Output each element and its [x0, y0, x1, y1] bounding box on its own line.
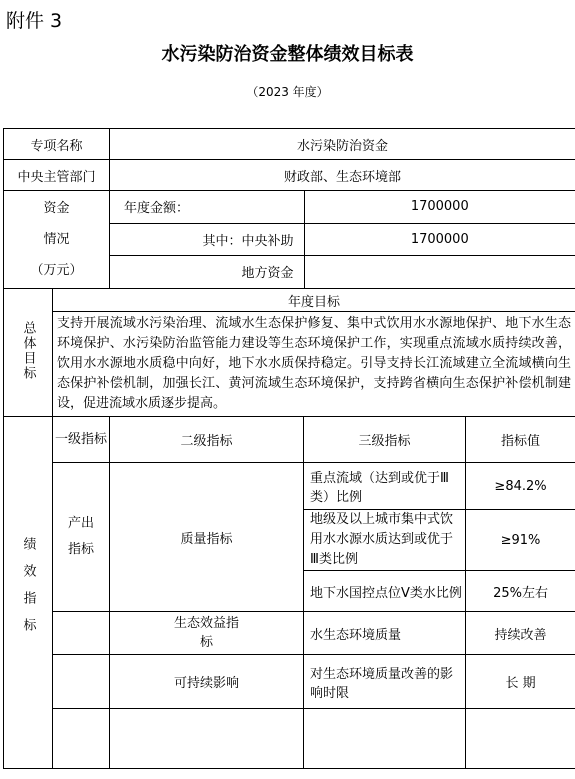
indicator-row-2-value: ≥91% [466, 510, 575, 571]
eco-empty-cell [53, 612, 110, 655]
funds-label-line1: 资金 [43, 201, 70, 216]
annual-amount-label: 年度金额： [110, 191, 304, 223]
local-funds-label: 地方资金 [110, 255, 304, 288]
sustain-indicator-value: 长 期 [466, 655, 575, 709]
project-name-label: 专项名称 [4, 129, 110, 160]
performance-side-label [4, 417, 53, 769]
performance-side-text: 绩效指标 [20, 536, 36, 645]
blank-cell-4 [466, 709, 575, 769]
level1-header: 一级指标 [53, 417, 110, 463]
output-indicator-label [53, 463, 110, 612]
funds-detail [110, 191, 575, 289]
funds-label-line2: 情况 [43, 232, 70, 247]
year-label: （2023 年度） [246, 85, 329, 99]
eco-benefit-text: 生态效益指标 [174, 616, 240, 650]
eco-benefit-label [110, 612, 304, 655]
central-subsidy-value: 1700000 [304, 223, 575, 255]
indicator-row-1-name: 重点流域（达到或优于Ⅲ类）比例 [304, 463, 466, 510]
level2-header: 二级指标 [110, 417, 304, 463]
indicator-row-1-value: ≥84.2% [466, 463, 575, 510]
central-subsidy-label: 其中：中央补助 [110, 223, 304, 255]
funds-subtable [110, 191, 575, 288]
indicator-row-3-name: 地下水国控点位Ⅴ类水比例 [304, 571, 466, 612]
attachment-label: 附件 3 [6, 10, 63, 32]
blank-cell-1 [53, 709, 110, 769]
eco-indicator-name: 水生态环境质量 [304, 612, 466, 655]
performance-target-table [3, 128, 575, 769]
page-title: 水污染防治资金整体绩效目标表 [161, 44, 414, 65]
project-name-value: 水污染防治资金 [110, 129, 575, 160]
indicator-row-2-name: 地级及以上城市集中式饮用水水源水质达到或优于Ⅲ类比例 [304, 510, 466, 571]
sustain-empty-cell [53, 655, 110, 709]
department-label: 中央主管部门 [4, 160, 110, 191]
overall-goal-side-text: 总体目标 [20, 320, 36, 381]
level3-header: 三级指标 [304, 417, 466, 463]
sustain-indicator-name: 对生态环境质量改善的影响时限 [304, 655, 466, 709]
blank-cell-3 [304, 709, 466, 769]
annual-goal-header: 年度目标 [53, 289, 575, 312]
overall-goal-side-label [4, 289, 53, 417]
funds-label [4, 191, 110, 289]
local-funds-value [304, 255, 575, 288]
eco-indicator-value: 持续改善 [466, 612, 575, 655]
funds-label-line3: （万元） [30, 263, 83, 278]
sustain-label: 可持续影响 [110, 655, 304, 709]
value-header: 指标值 [466, 417, 575, 463]
blank-cell-2 [110, 709, 304, 769]
output-indicator-text: 产出指标 [67, 516, 94, 557]
indicator-row-3-value: 25%左右 [466, 571, 575, 612]
quality-indicator-label: 质量指标 [110, 463, 304, 612]
annual-goal-text: 支持开展流域水污染治理、流域水生态保护修复、集中式饮用水水源地保护、地下水生态环境保护、水污染防治监管能力建设等生态环境保护工作，实现重点流域水质持续改善，饮用水水源地水质稳中向好，地下水水质保持稳定。引导支持长江流域建立全流域横向生态保护补偿机制，加强长江、黄河流域生态环境保护，支持跨省横向生态保护补偿机制建设，促进流域水质逐步提高。 [53, 312, 575, 417]
department-value: 财政部、生态环境部 [110, 160, 575, 191]
annual-amount-value: 1700000 [304, 191, 575, 223]
